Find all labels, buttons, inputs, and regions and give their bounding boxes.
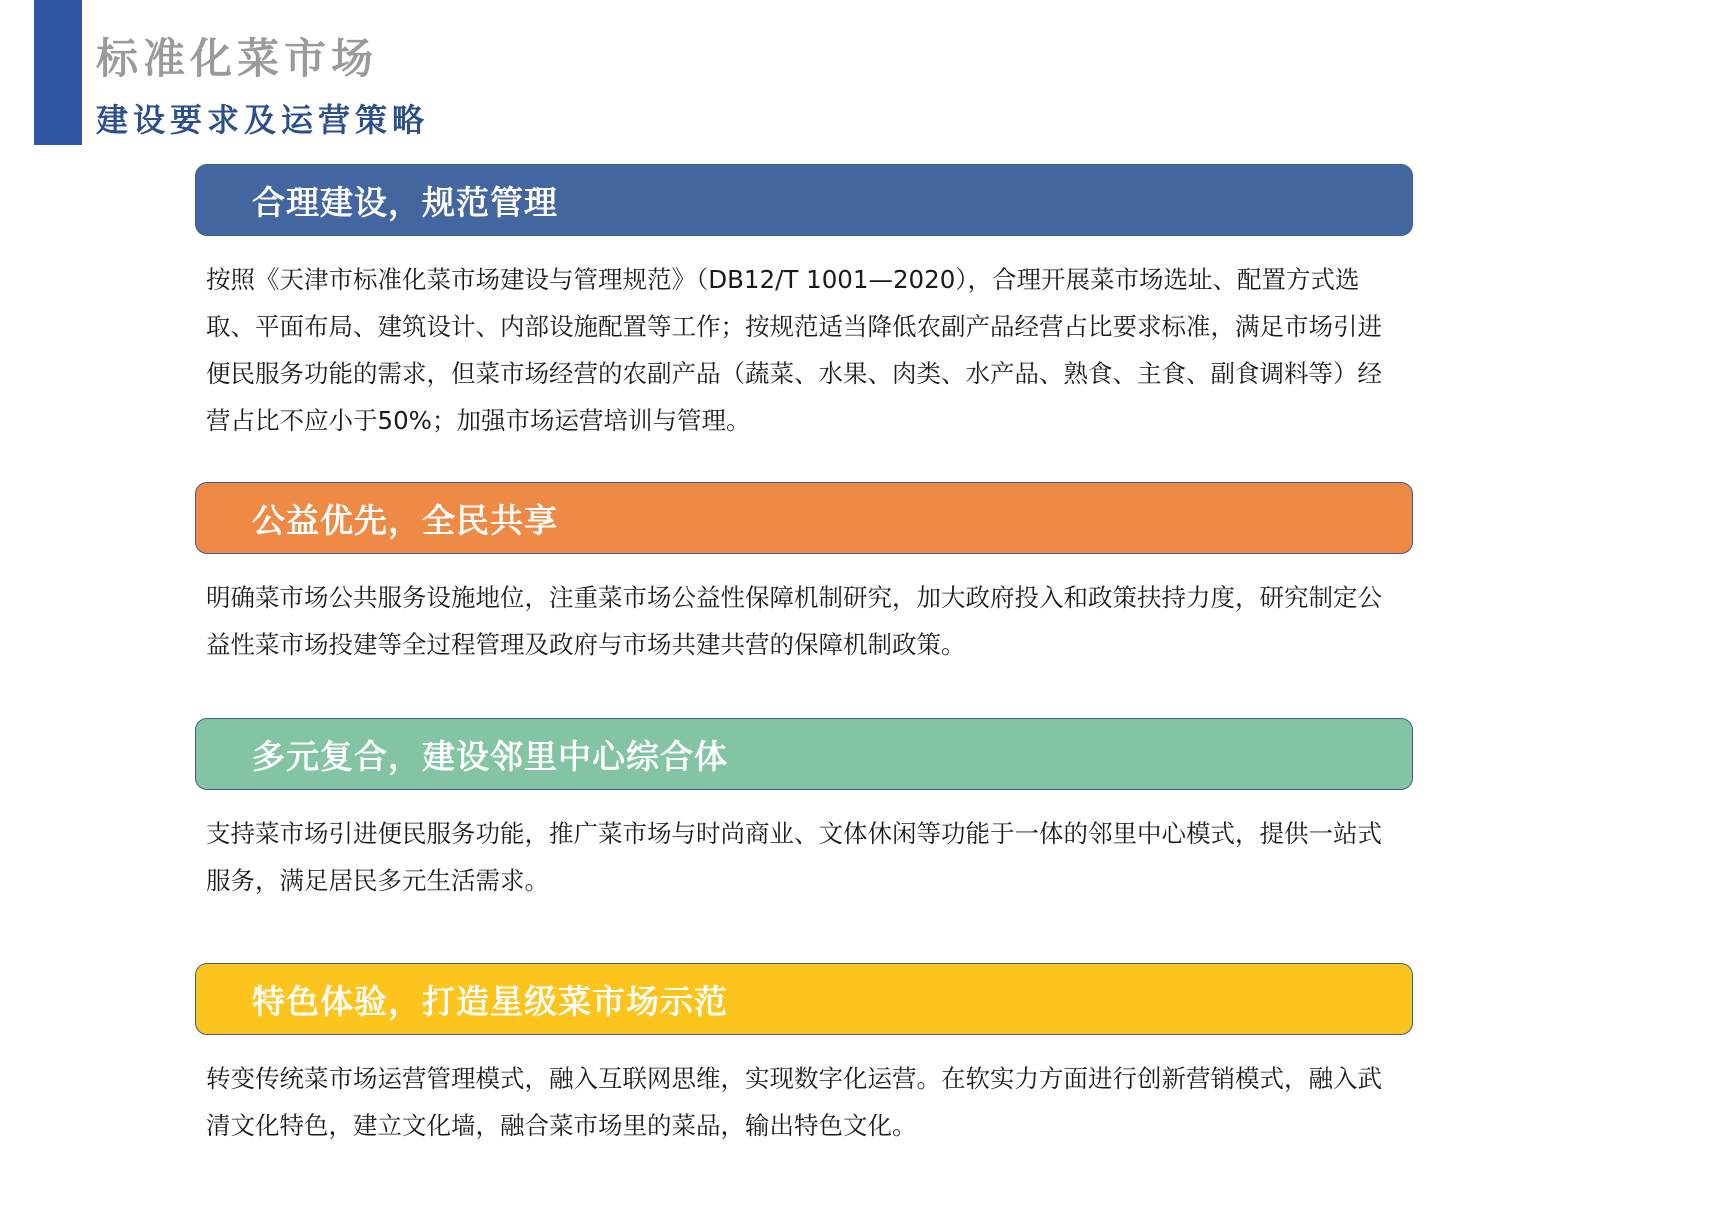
page-subtitle: 建设要求及运营策略	[96, 101, 430, 139]
section-2	[195, 482, 1413, 668]
page-title: 标准化菜市场	[96, 34, 379, 83]
section-4	[195, 963, 1413, 1149]
section-heading: 合理建设，规范管理	[252, 182, 558, 222]
header-accent-bar	[34, 0, 82, 145]
section-banner	[195, 963, 1413, 1035]
section-banner	[195, 482, 1413, 554]
section-banner	[195, 718, 1413, 790]
section-body: 支持菜市场引进便民服务功能，推广菜市场与时尚商业、文体休闲等功能于一体的邻里中心模式，提供一站式服务，满足居民多元生活需求。	[206, 819, 1382, 895]
section-body: 转变传统菜市场运营管理模式，融入互联网思维，实现数字化运营。在软实力方面进行创新营销模式，融入武清文化特色，建立文化墙，融合菜市场里的菜品，输出特色文化。	[206, 1064, 1382, 1140]
section-body: 按照《天津市标准化菜市场建设与管理规范》（DB12/T 1001—2020），合理开展菜市场选址、配置方式选取、平面布局、建筑设计、内部设施配置等工作；按规范适当降低农副产品经营占比要求标准，满足市场引进便民服务功能的需求，但菜市场经营的农副产品（蔬菜、水果、肉类、水产品、熟食、主食、副食调料等）经营占比不应小于50%；加强市场运营培训与管理。	[206, 265, 1382, 435]
section-banner	[195, 164, 1413, 236]
section-heading: 特色体验，打造星级菜市场示范	[252, 981, 728, 1021]
section-1	[195, 164, 1413, 444]
section-body: 明确菜市场公共服务设施地位，注重菜市场公益性保障机制研究，加大政府投入和政策扶持力度，研究制定公益性菜市场投建等全过程管理及政府与市场共建共营的保障机制政策。	[206, 583, 1382, 659]
section-heading: 多元复合，建设邻里中心综合体	[252, 736, 728, 776]
section-3	[195, 718, 1413, 904]
section-heading: 公益优先，全民共享	[252, 500, 558, 540]
